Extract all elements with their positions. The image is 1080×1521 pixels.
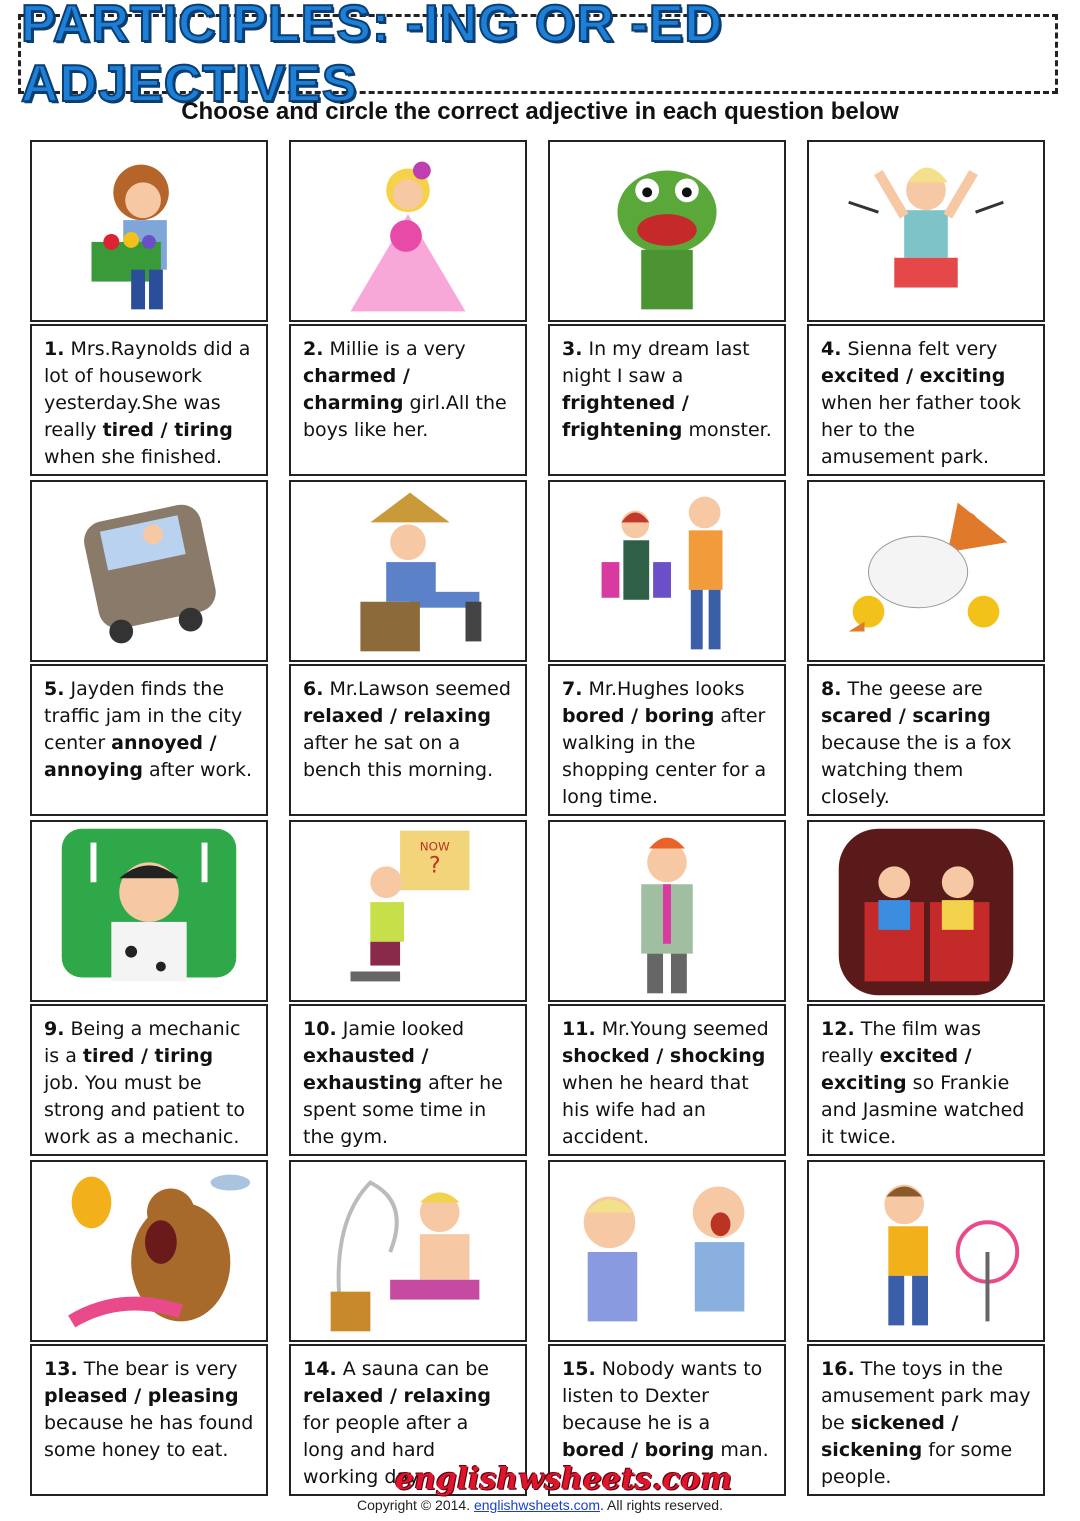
question-end: for people after a long and hard working day. [303, 1412, 469, 1488]
question-box-7 [548, 664, 786, 816]
car-traffic-illustration [32, 482, 266, 662]
question-text [550, 1006, 784, 1158]
question-number: 4. [821, 338, 842, 360]
question-stem: The geese are [847, 678, 983, 700]
question-text [291, 666, 525, 818]
picture-box-13 [30, 1160, 268, 1342]
question-box-10 [289, 1004, 527, 1156]
question-text [291, 326, 525, 478]
question-number: 1. [44, 338, 65, 360]
question-end: after walking in the shopping center for a long time. [562, 705, 767, 808]
question-text [32, 666, 266, 818]
couple-shopping-illustration [550, 482, 784, 662]
question-text [32, 1346, 266, 1498]
question-text [809, 1346, 1043, 1498]
question-text [550, 326, 784, 478]
question-end: monster. [682, 419, 772, 441]
question-end: after work. [142, 759, 252, 781]
answer-options[interactable]: excited / exciting [821, 365, 1006, 387]
mechanic-illustration [32, 822, 266, 1002]
question-box-11 [548, 1004, 786, 1156]
picture-box-11 [548, 820, 786, 1002]
question-end: man. [714, 1439, 769, 1461]
question-end: because he has found some honey to eat. [44, 1412, 254, 1461]
question-end: girl.All the boys like her. [303, 392, 507, 441]
question-number: 6. [303, 678, 324, 700]
question-number: 2. [303, 338, 324, 360]
question-stem: Being a mechanic is a [44, 1018, 241, 1067]
answer-options[interactable]: annoyed / annoying [44, 732, 217, 781]
sauna-man-illustration [291, 1162, 525, 1342]
question-end: so Frankie and Jasmine watched it twice. [821, 1072, 1025, 1148]
answer-options[interactable]: shocked / shocking [562, 1045, 766, 1067]
question-text [291, 1006, 525, 1158]
answer-options[interactable]: charmed / charming [303, 365, 410, 414]
copyright-footer [0, 1497, 1080, 1513]
question-text [809, 666, 1043, 818]
talking-man-illustration [550, 1162, 784, 1342]
question-stem: Jayden finds the traffic jam in the city center [44, 678, 243, 754]
answer-options[interactable]: sickened / sickening [821, 1412, 959, 1461]
answer-options[interactable]: bored / boring [562, 1439, 715, 1461]
question-number: 7. [562, 678, 583, 700]
copyright-link[interactable]: englishwsheets.com [473, 1497, 601, 1513]
question-end: when she finished. [44, 446, 223, 468]
picture-box-1 [30, 140, 268, 322]
cinema-couple-illustration [809, 822, 1043, 1002]
question-box-13 [30, 1344, 268, 1496]
svg-text:?: ? [428, 853, 441, 879]
question-number: 16. [821, 1358, 855, 1380]
question-number: 3. [562, 338, 583, 360]
woman-laundry-basket-illustration [32, 142, 266, 322]
question-stem: The bear is very [83, 1358, 238, 1380]
green-monster-illustration [550, 142, 784, 322]
picture-box-10 [289, 820, 527, 1002]
svg-text:NOW: NOW [419, 839, 450, 854]
girl-pink-dress-illustration [291, 142, 525, 322]
jumping-girl-illustration [809, 142, 1043, 322]
picture-box-7 [548, 480, 786, 662]
question-number: 5. [44, 678, 65, 700]
question-end: because the is a fox watching them closely. [821, 732, 1012, 808]
question-text [809, 326, 1043, 478]
question-stem: Mr.Lawson seemed [329, 678, 511, 700]
gym-man-illustration [291, 822, 525, 1002]
copyright-prefix: Copyright © 2014. [357, 1497, 474, 1513]
answer-options[interactable]: relaxed / relaxing [303, 705, 491, 727]
answer-options[interactable]: scared / scaring [821, 705, 991, 727]
question-end: for some people. [821, 1439, 1013, 1488]
answer-options[interactable]: excited / exciting [821, 1045, 972, 1094]
question-number: 13. [44, 1358, 78, 1380]
dizzy-man-illustration [809, 1162, 1043, 1342]
page-title: PARTICIPLES: -ING OR -ED ADJECTIVES [21, 0, 723, 113]
picture-box-8 [807, 480, 1045, 662]
picture-box-12 [807, 820, 1045, 1002]
watermark-logo: englishwsheets.com [395, 1462, 733, 1497]
question-stem: Jamie looked [342, 1018, 465, 1040]
picture-box-14 [289, 1160, 527, 1342]
question-end: job. You must be strong and patient to work as a mechanic. [44, 1072, 246, 1148]
question-stem: A sauna can be [342, 1358, 489, 1380]
picture-box-16 [807, 1160, 1045, 1342]
question-stem: The film was really [821, 1018, 981, 1067]
bear-honey-illustration [32, 1162, 266, 1342]
question-end: when he heard that his wife had an accident. [562, 1072, 749, 1148]
question-number: 12. [821, 1018, 855, 1040]
question-number: 8. [821, 678, 842, 700]
answer-options[interactable]: bored / boring [562, 705, 715, 727]
question-end: after he sat on a bench this morning. [303, 732, 494, 781]
picture-box-5 [30, 480, 268, 662]
picture-box-6 [289, 480, 527, 662]
copyright-suffix: . All rights reserved. [600, 1497, 723, 1513]
question-box-1 [30, 324, 268, 476]
question-stem: The toys in the amusement park may be [821, 1358, 1031, 1434]
question-end: after he spent some time in the gym. [303, 1072, 503, 1148]
question-text [809, 1006, 1043, 1158]
question-box-9 [30, 1004, 268, 1156]
picture-box-15 [548, 1160, 786, 1342]
instructions: Choose and circle the correct adjective in each question below [181, 98, 899, 125]
question-box-6 [289, 664, 527, 816]
exercise-grid [30, 140, 1050, 1498]
question-text [550, 666, 784, 818]
question-stem: Mrs.Raynolds did a lot of housework yesterday.She was really [44, 338, 251, 441]
question-number: 11. [562, 1018, 596, 1040]
question-box-3 [548, 324, 786, 476]
picture-box-3 [548, 140, 786, 322]
question-box-12 [807, 1004, 1045, 1156]
question-text [32, 326, 266, 478]
question-stem: Mr.Hughes looks [588, 678, 745, 700]
question-stem: Mr.Young seemed [601, 1018, 769, 1040]
answer-options[interactable]: pleased / pleasing [44, 1385, 239, 1407]
question-box-4 [807, 324, 1045, 476]
question-number: 14. [303, 1358, 337, 1380]
question-number: 10. [303, 1018, 337, 1040]
question-text [32, 1006, 266, 1158]
picture-box-4 [807, 140, 1045, 322]
man-on-stump-illustration [291, 482, 525, 662]
question-end: when her father took her to the amusement park. [821, 392, 1022, 468]
question-stem: Millie is a very [329, 338, 466, 360]
answer-options[interactable]: relaxed / relaxing [303, 1385, 491, 1407]
picture-box-9 [30, 820, 268, 1002]
answer-options[interactable]: tired / tiring [102, 419, 233, 441]
question-stem: Nobody wants to listen to Dexter because he is a [562, 1358, 763, 1434]
question-number: 15. [562, 1358, 596, 1380]
question-stem: Sienna felt very [847, 338, 998, 360]
question-box-16 [807, 1344, 1045, 1496]
question-box-2 [289, 324, 527, 476]
picture-box-2 [289, 140, 527, 322]
geese-fox-illustration [809, 482, 1043, 662]
answer-options[interactable]: tired / tiring [82, 1045, 214, 1067]
question-box-8 [807, 664, 1045, 816]
question-stem: In my dream last night I saw a [562, 338, 750, 387]
question-number: 9. [44, 1018, 65, 1040]
answer-options[interactable]: exhausted / exhausting [303, 1045, 429, 1094]
question-box-5 [30, 664, 268, 816]
answer-options[interactable]: frightened / frightening [562, 392, 689, 441]
shocked-man-illustration [550, 822, 784, 1002]
